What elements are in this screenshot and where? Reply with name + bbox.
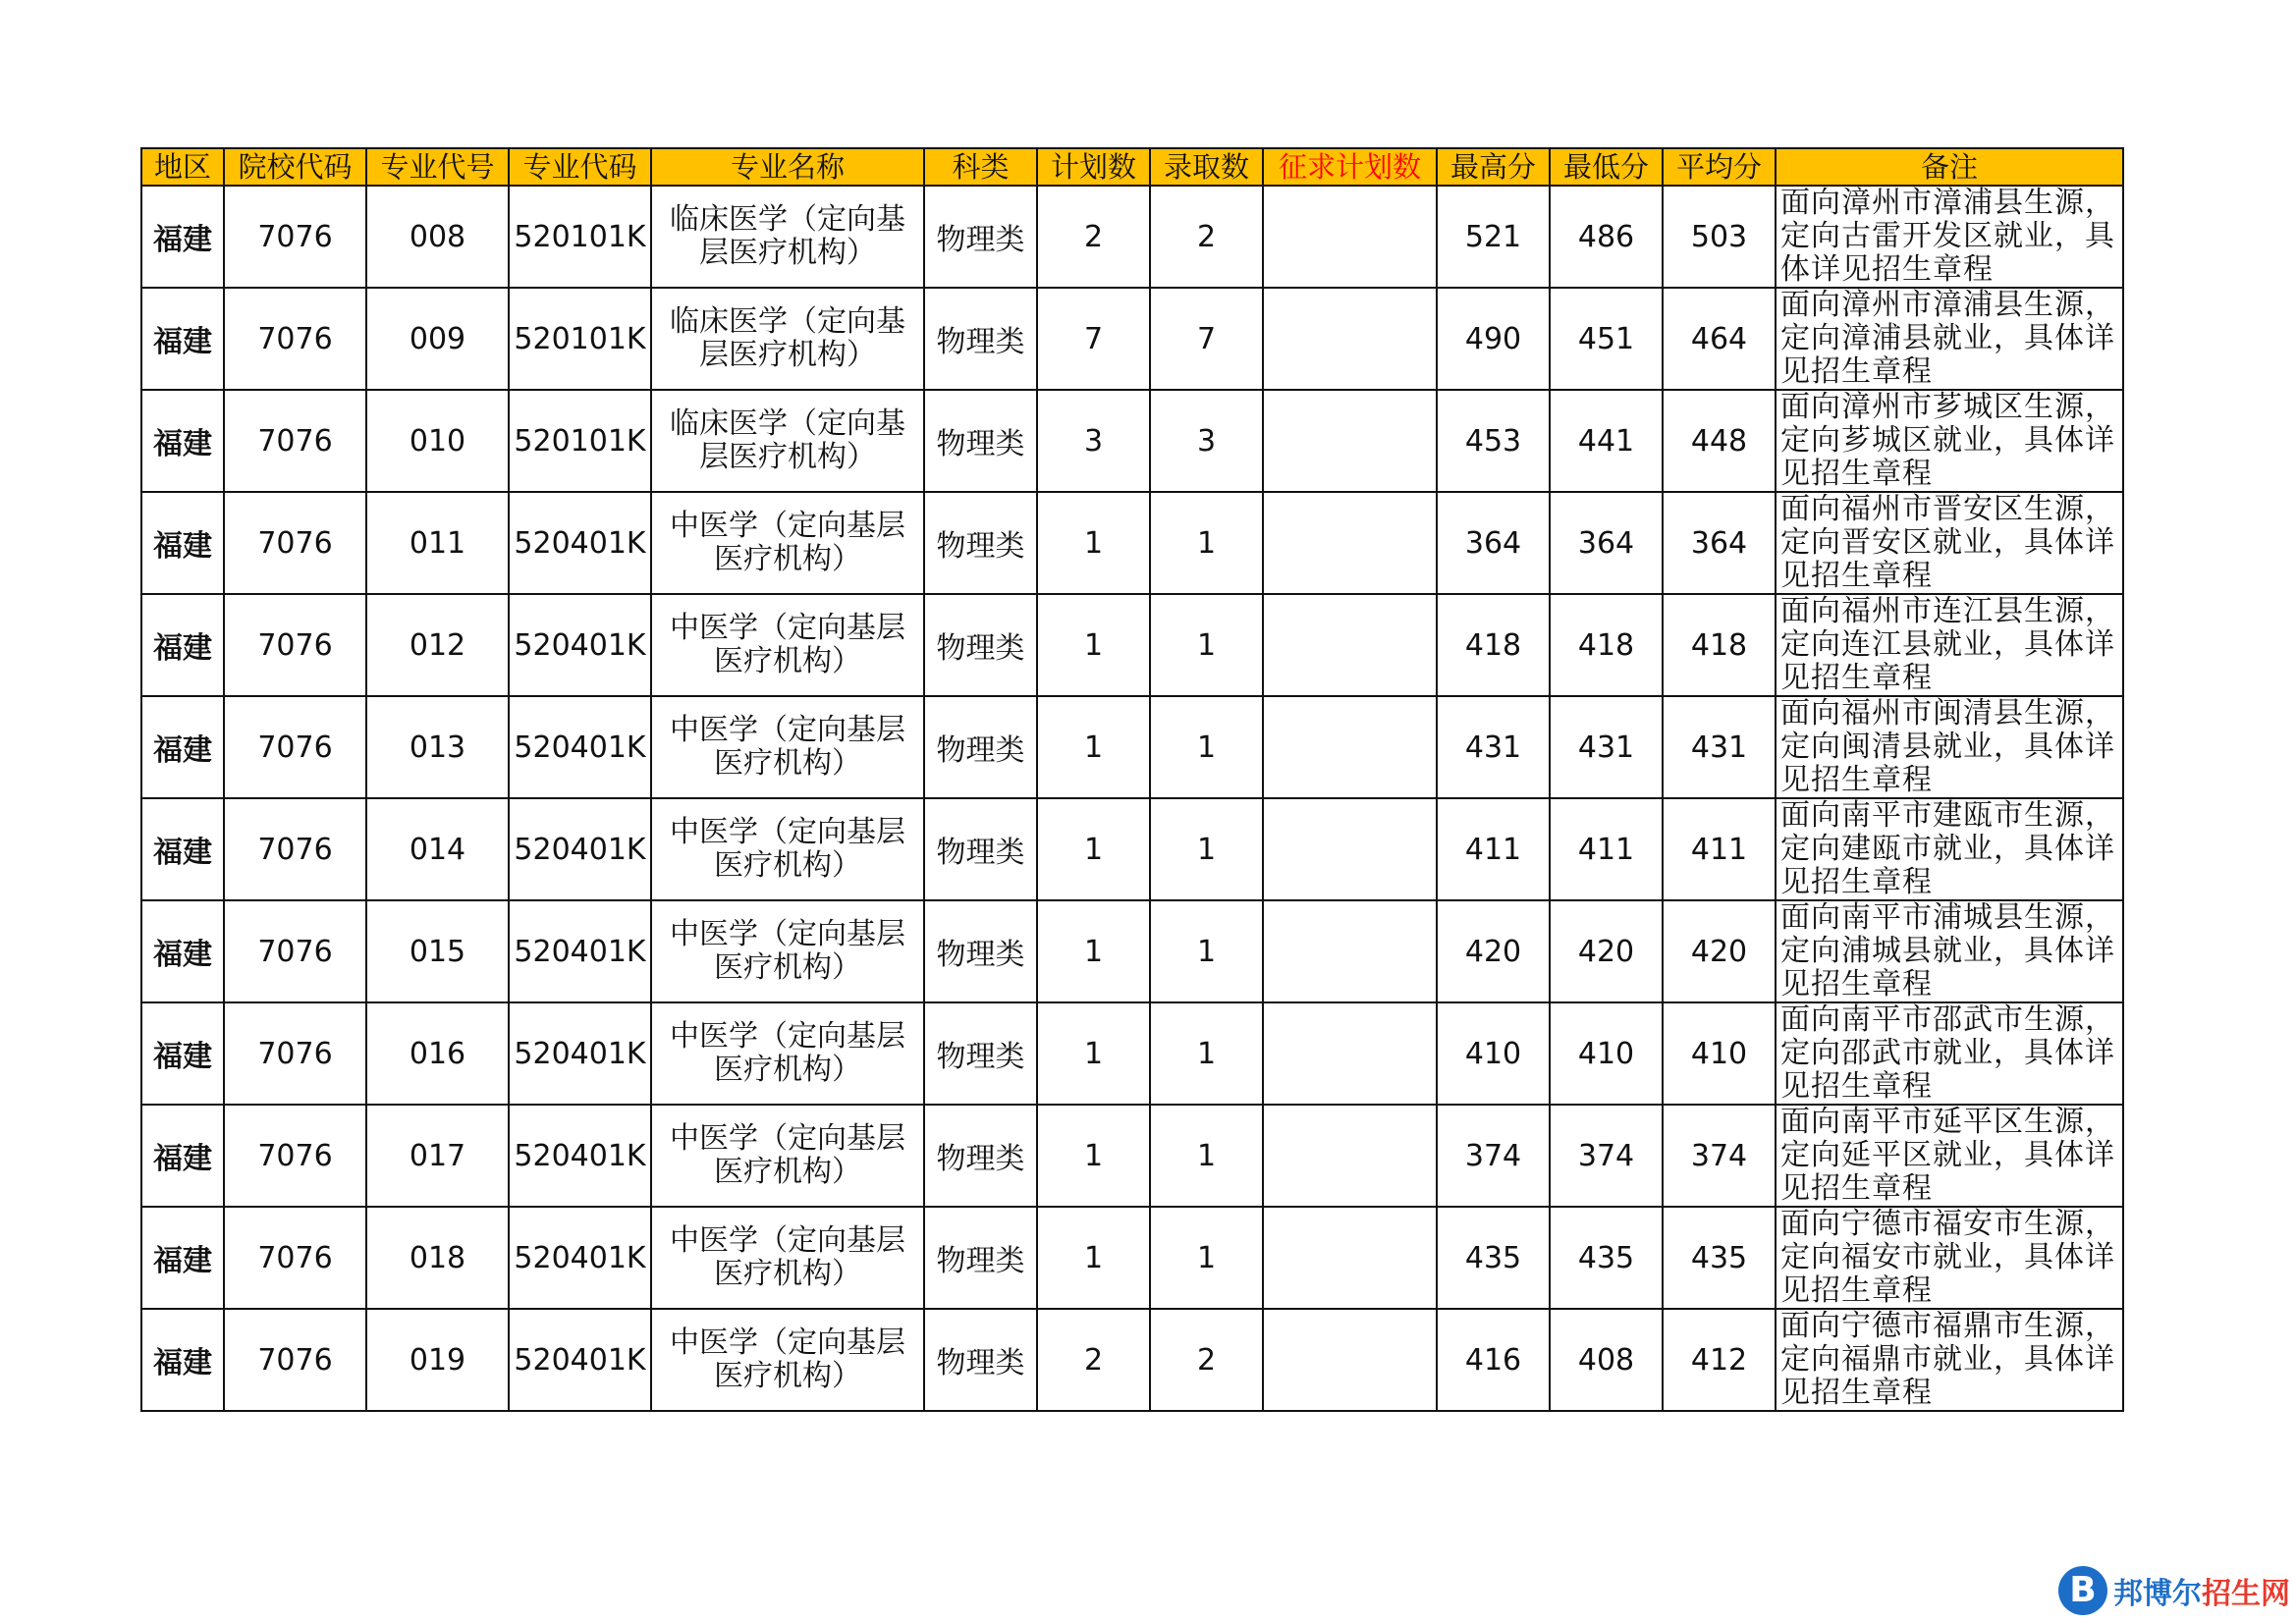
cell-region: 福建	[141, 1207, 224, 1309]
cell-major-code: 520401K	[509, 1207, 651, 1309]
cell-avg-score: 431	[1663, 696, 1776, 798]
cell-min-score: 441	[1550, 390, 1663, 492]
cell-region: 福建	[141, 1002, 224, 1105]
table-row	[141, 594, 2123, 696]
cell-supplementary-plan	[1263, 798, 1437, 900]
cell-plan-count: 1	[1037, 492, 1150, 594]
cell-supplementary-plan	[1263, 900, 1437, 1002]
cell-avg-score: 418	[1663, 594, 1776, 696]
cell-school-code: 7076	[224, 1207, 366, 1309]
cell-min-score: 411	[1550, 798, 1663, 900]
cell-region: 福建	[141, 900, 224, 1002]
cell-plan-count: 7	[1037, 288, 1150, 390]
cell-major-code: 520401K	[509, 900, 651, 1002]
cell-avg-score: 364	[1663, 492, 1776, 594]
cell-region: 福建	[141, 390, 224, 492]
cell-major-name: 中医学（定向基层医疗机构）	[651, 1309, 924, 1411]
cell-school-code: 7076	[224, 1105, 366, 1207]
cell-remarks: 面向福州市闽清县生源，定向闽清县就业，具体详见招生章程	[1776, 696, 2123, 798]
table-row	[141, 900, 2123, 1002]
cell-admitted-count: 1	[1150, 492, 1263, 594]
table-body	[141, 186, 2123, 1411]
cell-major-number: 009	[366, 288, 509, 390]
cell-remarks: 面向南平市延平区生源，定向延平区就业，具体详见招生章程	[1776, 1105, 2123, 1207]
cell-supplementary-plan	[1263, 1207, 1437, 1309]
cell-avg-score: 503	[1663, 186, 1776, 288]
cell-admitted-count: 1	[1150, 1002, 1263, 1105]
table-row	[141, 390, 2123, 492]
cell-major-number: 018	[366, 1207, 509, 1309]
cell-major-name: 中医学（定向基层医疗机构）	[651, 696, 924, 798]
cell-max-score: 374	[1437, 1105, 1550, 1207]
cell-subject-category: 物理类	[924, 492, 1037, 594]
cell-subject-category: 物理类	[924, 390, 1037, 492]
cell-subject-category: 物理类	[924, 900, 1037, 1002]
cell-major-code: 520401K	[509, 1002, 651, 1105]
cell-plan-count: 2	[1037, 1309, 1150, 1411]
cell-max-score: 364	[1437, 492, 1550, 594]
cell-region: 福建	[141, 186, 224, 288]
cell-major-number: 012	[366, 594, 509, 696]
cell-school-code: 7076	[224, 594, 366, 696]
cell-region: 福建	[141, 1309, 224, 1411]
header-min-score: 最低分	[1550, 148, 1663, 186]
cell-major-number: 016	[366, 1002, 509, 1105]
cell-supplementary-plan	[1263, 186, 1437, 288]
cell-major-code: 520401K	[509, 798, 651, 900]
cell-major-number: 015	[366, 900, 509, 1002]
cell-max-score: 418	[1437, 594, 1550, 696]
cell-school-code: 7076	[224, 390, 366, 492]
cell-remarks: 面向漳州市漳浦县生源，定向漳浦县就业，具体详见招生章程	[1776, 288, 2123, 390]
watermark-text-part1: 邦博尔	[2113, 1577, 2202, 1611]
cell-region: 福建	[141, 798, 224, 900]
cell-major-code: 520401K	[509, 492, 651, 594]
cell-plan-count: 1	[1037, 1002, 1150, 1105]
cell-min-score: 418	[1550, 594, 1663, 696]
cell-avg-score: 420	[1663, 900, 1776, 1002]
cell-remarks: 面向南平市建瓯市生源，定向建瓯市就业，具体详见招生章程	[1776, 798, 2123, 900]
cell-plan-count: 1	[1037, 1105, 1150, 1207]
table-row	[141, 1309, 2123, 1411]
table-row	[141, 1207, 2123, 1309]
cell-school-code: 7076	[224, 1002, 366, 1105]
cell-major-name: 临床医学（定向基层医疗机构）	[651, 390, 924, 492]
cell-region: 福建	[141, 492, 224, 594]
cell-supplementary-plan	[1263, 390, 1437, 492]
cell-min-score: 431	[1550, 696, 1663, 798]
cell-min-score: 420	[1550, 900, 1663, 1002]
cell-major-name: 临床医学（定向基层医疗机构）	[651, 186, 924, 288]
cell-school-code: 7076	[224, 186, 366, 288]
header-row	[141, 148, 2123, 186]
cell-major-code: 520101K	[509, 390, 651, 492]
header-remarks: 备注	[1776, 148, 2123, 186]
cell-max-score: 521	[1437, 186, 1550, 288]
cell-subject-category: 物理类	[924, 798, 1037, 900]
cell-remarks: 面向福州市晋安区生源，定向晋安区就业，具体详见招生章程	[1776, 492, 2123, 594]
cell-max-score: 435	[1437, 1207, 1550, 1309]
cell-avg-score: 412	[1663, 1309, 1776, 1411]
header-major-number: 专业代号	[366, 148, 509, 186]
cell-min-score: 374	[1550, 1105, 1663, 1207]
cell-major-name: 中医学（定向基层医疗机构）	[651, 1105, 924, 1207]
cell-admitted-count: 1	[1150, 900, 1263, 1002]
header-plan-count: 计划数	[1037, 148, 1150, 186]
cell-min-score: 364	[1550, 492, 1663, 594]
table-row	[141, 696, 2123, 798]
cell-remarks: 面向漳州市芗城区生源，定向芗城区就业，具体详见招生章程	[1776, 390, 2123, 492]
cell-admitted-count: 7	[1150, 288, 1263, 390]
cell-major-name: 中医学（定向基层医疗机构）	[651, 1002, 924, 1105]
header-supplementary-plan: 征求计划数	[1263, 148, 1437, 186]
cell-major-name: 中医学（定向基层医疗机构）	[651, 492, 924, 594]
cell-min-score: 486	[1550, 186, 1663, 288]
cell-admitted-count: 1	[1150, 1105, 1263, 1207]
cell-school-code: 7076	[224, 900, 366, 1002]
cell-major-code: 520401K	[509, 594, 651, 696]
header-max-score: 最高分	[1437, 148, 1550, 186]
cell-subject-category: 物理类	[924, 186, 1037, 288]
table-row	[141, 1002, 2123, 1105]
cell-min-score: 451	[1550, 288, 1663, 390]
cell-admitted-count: 1	[1150, 594, 1263, 696]
watermark-text	[2113, 1569, 2290, 1612]
cell-plan-count: 3	[1037, 390, 1150, 492]
cell-remarks: 面向宁德市福安市生源，定向福安市就业，具体详见招生章程	[1776, 1207, 2123, 1309]
header-major-name: 专业名称	[651, 148, 924, 186]
cell-major-number: 010	[366, 390, 509, 492]
cell-remarks: 面向南平市浦城县生源，定向浦城县就业，具体详见招生章程	[1776, 900, 2123, 1002]
cell-major-name: 临床医学（定向基层医疗机构）	[651, 288, 924, 390]
table-row	[141, 186, 2123, 288]
cell-plan-count: 1	[1037, 900, 1150, 1002]
cell-admitted-count: 3	[1150, 390, 1263, 492]
cell-region: 福建	[141, 288, 224, 390]
letter-b-circle-logo-icon	[2058, 1566, 2107, 1615]
cell-remarks: 面向福州市连江县生源，定向连江县就业，具体详见招生章程	[1776, 594, 2123, 696]
cell-major-number: 019	[366, 1309, 509, 1411]
cell-admitted-count: 1	[1150, 1207, 1263, 1309]
cell-max-score: 431	[1437, 696, 1550, 798]
cell-major-code: 520401K	[509, 696, 651, 798]
cell-supplementary-plan	[1263, 696, 1437, 798]
cell-min-score: 410	[1550, 1002, 1663, 1105]
cell-subject-category: 物理类	[924, 288, 1037, 390]
cell-max-score: 420	[1437, 900, 1550, 1002]
header-avg-score: 平均分	[1663, 148, 1776, 186]
cell-min-score: 435	[1550, 1207, 1663, 1309]
table-row	[141, 798, 2123, 900]
cell-school-code: 7076	[224, 288, 366, 390]
cell-major-code: 520401K	[509, 1105, 651, 1207]
cell-major-code: 520401K	[509, 1309, 651, 1411]
cell-admitted-count: 1	[1150, 798, 1263, 900]
cell-max-score: 416	[1437, 1309, 1550, 1411]
cell-major-number: 008	[366, 186, 509, 288]
cell-admitted-count: 1	[1150, 696, 1263, 798]
cell-supplementary-plan	[1263, 1002, 1437, 1105]
table-row	[141, 288, 2123, 390]
cell-region: 福建	[141, 1105, 224, 1207]
cell-avg-score: 464	[1663, 288, 1776, 390]
cell-plan-count: 2	[1037, 186, 1150, 288]
cell-supplementary-plan	[1263, 288, 1437, 390]
header-subject-category: 科类	[924, 148, 1037, 186]
cell-plan-count: 1	[1037, 696, 1150, 798]
cell-avg-score: 435	[1663, 1207, 1776, 1309]
cell-plan-count: 1	[1037, 798, 1150, 900]
site-watermark	[2058, 1563, 2294, 1618]
cell-plan-count: 1	[1037, 594, 1150, 696]
cell-avg-score: 410	[1663, 1002, 1776, 1105]
cell-max-score: 410	[1437, 1002, 1550, 1105]
watermark-text-part2: 招生网	[2202, 1577, 2290, 1611]
cell-supplementary-plan	[1263, 492, 1437, 594]
cell-major-number: 013	[366, 696, 509, 798]
header-admitted-count: 录取数	[1150, 148, 1263, 186]
header-region: 地区	[141, 148, 224, 186]
cell-plan-count: 1	[1037, 1207, 1150, 1309]
cell-remarks: 面向宁德市福鼎市生源，定向福鼎市就业，具体详见招生章程	[1776, 1309, 2123, 1411]
cell-supplementary-plan	[1263, 1105, 1437, 1207]
admission-score-table	[140, 147, 2124, 1412]
cell-major-number: 017	[366, 1105, 509, 1207]
cell-major-code: 520101K	[509, 288, 651, 390]
cell-subject-category: 物理类	[924, 696, 1037, 798]
cell-subject-category: 物理类	[924, 1002, 1037, 1105]
cell-region: 福建	[141, 594, 224, 696]
cell-subject-category: 物理类	[924, 1309, 1037, 1411]
cell-admitted-count: 2	[1150, 1309, 1263, 1411]
cell-supplementary-plan	[1263, 594, 1437, 696]
cell-avg-score: 374	[1663, 1105, 1776, 1207]
cell-supplementary-plan	[1263, 1309, 1437, 1411]
cell-admitted-count: 2	[1150, 186, 1263, 288]
cell-remarks: 面向漳州市漳浦县生源，定向古雷开发区就业，具体详见招生章程	[1776, 186, 2123, 288]
cell-subject-category: 物理类	[924, 594, 1037, 696]
cell-subject-category: 物理类	[924, 1105, 1037, 1207]
cell-school-code: 7076	[224, 1309, 366, 1411]
cell-major-name: 中医学（定向基层医疗机构）	[651, 900, 924, 1002]
table-row	[141, 492, 2123, 594]
cell-remarks: 面向南平市邵武市生源，定向邵武市就业，具体详见招生章程	[1776, 1002, 2123, 1105]
cell-max-score: 411	[1437, 798, 1550, 900]
header-school-code: 院校代码	[224, 148, 366, 186]
cell-max-score: 490	[1437, 288, 1550, 390]
cell-school-code: 7076	[224, 696, 366, 798]
cell-avg-score: 448	[1663, 390, 1776, 492]
cell-major-number: 011	[366, 492, 509, 594]
cell-major-code: 520101K	[509, 186, 651, 288]
cell-max-score: 453	[1437, 390, 1550, 492]
cell-region: 福建	[141, 696, 224, 798]
table-row	[141, 1105, 2123, 1207]
cell-major-name: 中医学（定向基层医疗机构）	[651, 1207, 924, 1309]
cell-subject-category: 物理类	[924, 1207, 1037, 1309]
cell-min-score: 408	[1550, 1309, 1663, 1411]
cell-school-code: 7076	[224, 798, 366, 900]
cell-major-name: 中医学（定向基层医疗机构）	[651, 798, 924, 900]
cell-school-code: 7076	[224, 492, 366, 594]
cell-major-number: 014	[366, 798, 509, 900]
header-major-code: 专业代码	[509, 148, 651, 186]
cell-major-name: 中医学（定向基层医疗机构）	[651, 594, 924, 696]
cell-avg-score: 411	[1663, 798, 1776, 900]
